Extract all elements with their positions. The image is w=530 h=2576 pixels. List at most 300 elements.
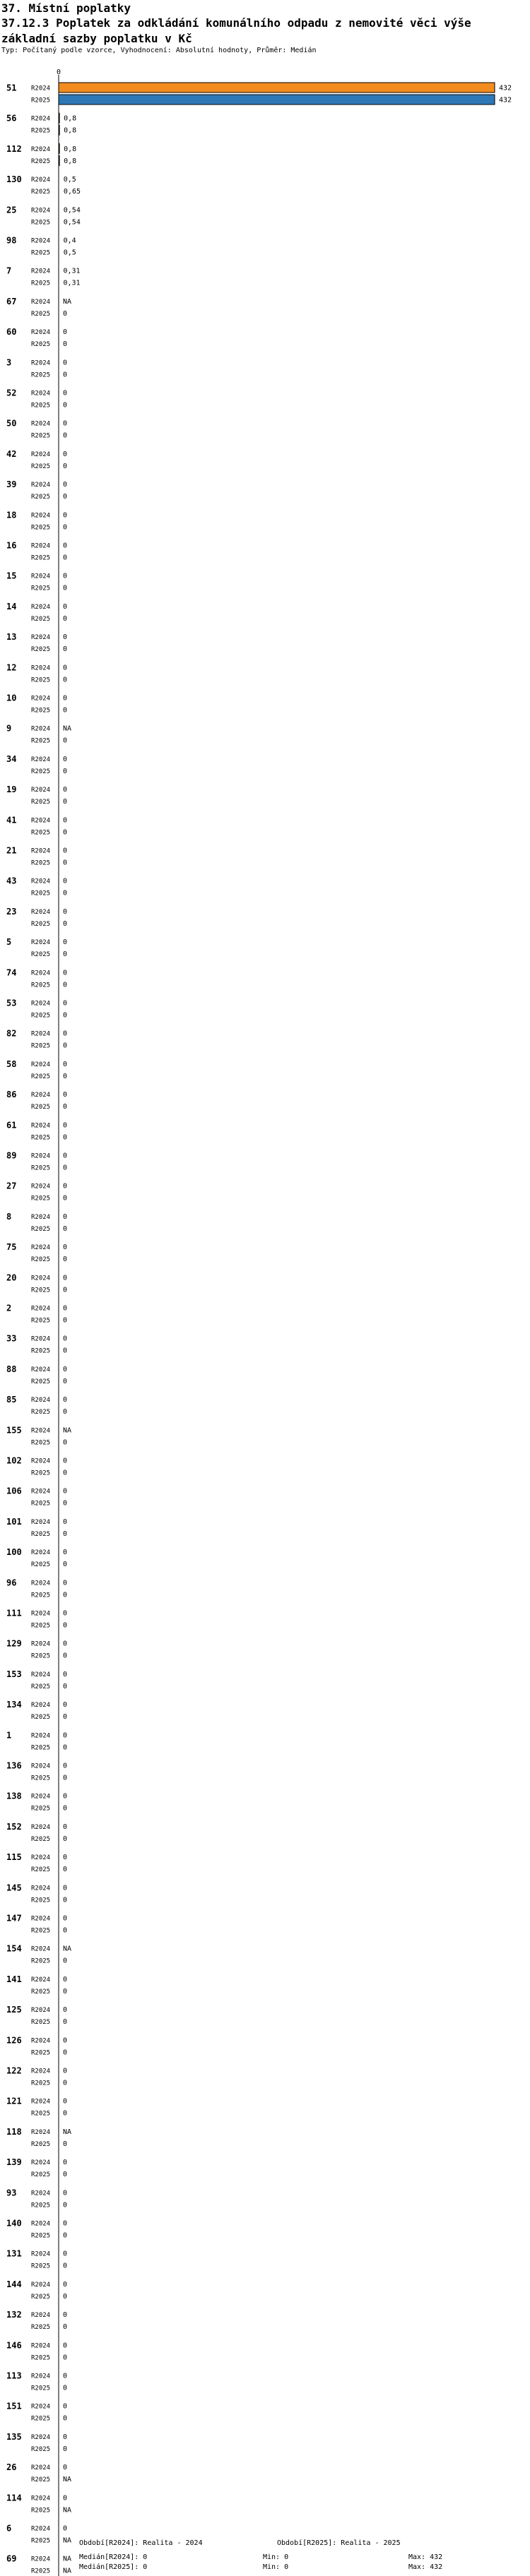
value-label: 0 xyxy=(63,1896,68,1904)
series-label: R2024 xyxy=(31,1793,51,1801)
value-label: 0 xyxy=(63,2354,68,2362)
value-label: 0 xyxy=(63,664,68,672)
group-label: 85 xyxy=(6,1395,17,1405)
value-label: 0 xyxy=(63,1987,68,1996)
series-label: R2025 xyxy=(31,2476,51,2484)
series-label: R2025 xyxy=(31,1927,51,1935)
group-label: 132 xyxy=(6,2310,22,2320)
group-label: 51 xyxy=(6,83,17,93)
value-label: 0 xyxy=(63,2464,68,2472)
series-label: R2024 xyxy=(31,1671,51,1678)
value-label: 0,8 xyxy=(64,126,77,135)
group-label: 151 xyxy=(6,2401,22,2411)
group-label: 114 xyxy=(6,2493,22,2503)
value-label: 0 xyxy=(63,694,68,703)
series-label: R2024 xyxy=(31,1122,51,1130)
value-label: NA xyxy=(63,724,72,733)
series-label: R2025 xyxy=(31,2507,51,2515)
value-label: 0 xyxy=(63,907,68,916)
legend-max-r2024: Max: 432 xyxy=(408,2553,443,2561)
value-label: 0 xyxy=(63,1652,68,1660)
group-label: 138 xyxy=(6,1791,22,1801)
series-label: R2024 xyxy=(31,2342,51,2350)
series-label: R2025 xyxy=(31,2110,51,2118)
legend-median-r2025: Medián[R2025]: 0 xyxy=(79,2563,148,2571)
group-label: 14 xyxy=(6,601,17,612)
series-label: R2024 xyxy=(31,2556,51,2563)
series-label: R2025 xyxy=(31,1225,51,1233)
value-label: 0 xyxy=(63,1549,68,1557)
series-label: R2024 xyxy=(31,1945,51,1953)
group-label: 147 xyxy=(6,1913,22,1924)
group-label: 12 xyxy=(6,662,17,673)
value-label: 0 xyxy=(63,2524,68,2533)
group-label: 126 xyxy=(6,2035,22,2046)
value-label: 0 xyxy=(63,1365,68,1373)
group-label: 113 xyxy=(6,2371,22,2381)
value-label: 0 xyxy=(63,1854,68,1862)
series-label: R2024 xyxy=(31,1183,51,1191)
value-label: 0,31 xyxy=(63,279,81,287)
group-label: 130 xyxy=(6,174,22,185)
series-label: R2025 xyxy=(31,951,51,959)
series-label: R2024 xyxy=(31,542,51,550)
value-label: 0 xyxy=(63,1743,68,1752)
series-label: R2024 xyxy=(31,177,51,184)
group-label: 6 xyxy=(6,2523,12,2534)
series-label: R2024 xyxy=(31,725,51,733)
value-label: NA xyxy=(63,297,72,306)
group-label: 25 xyxy=(6,205,17,215)
group-label: 112 xyxy=(6,143,22,154)
group-label: 86 xyxy=(6,1090,17,1100)
series-label: R2025 xyxy=(31,1530,51,1538)
series-label: R2024 xyxy=(31,1092,51,1099)
series-label: R2024 xyxy=(31,2250,51,2258)
group-label: 53 xyxy=(6,998,17,1008)
series-label: R2024 xyxy=(31,1397,51,1405)
series-label: R2024 xyxy=(31,1488,51,1496)
series-label: R2025 xyxy=(31,432,51,440)
series-label: R2025 xyxy=(31,1835,51,1843)
group-label: 1 xyxy=(6,1730,12,1741)
group-label: 140 xyxy=(6,2218,22,2229)
series-label: R2024 xyxy=(31,2190,51,2198)
series-label: R2024 xyxy=(31,85,51,93)
bar xyxy=(59,95,495,105)
series-label: R2025 xyxy=(31,554,51,562)
value-label: 0 xyxy=(63,1194,68,1203)
value-label: 0 xyxy=(63,1731,68,1740)
value-label: 0 xyxy=(63,1670,68,1678)
value-label: 0 xyxy=(63,2372,68,2380)
group-label: 56 xyxy=(6,113,17,124)
series-label: R2025 xyxy=(31,310,51,318)
series-label: R2025 xyxy=(31,1104,51,1111)
value-label: 0 xyxy=(63,1121,68,1130)
value-label: 0 xyxy=(63,431,68,440)
value-label: 0 xyxy=(63,1152,68,1160)
value-label: 0 xyxy=(63,614,68,623)
group-label: 153 xyxy=(6,1669,22,1679)
value-label: 0 xyxy=(63,2292,68,2301)
group-label: 69 xyxy=(6,2553,17,2564)
value-label: 0 xyxy=(63,1774,68,1782)
series-label: R2024 xyxy=(31,1030,51,1038)
value-label: 432 xyxy=(499,96,512,105)
value-label: 0 xyxy=(63,633,68,642)
value-label: 0 xyxy=(63,1469,68,1477)
value-label: 0 xyxy=(63,1396,68,1405)
series-label: R2025 xyxy=(31,2537,51,2545)
series-label: R2024 xyxy=(31,2464,51,2472)
value-label: 0 xyxy=(63,602,68,611)
series-label: R2025 xyxy=(31,2324,51,2332)
value-label: 0,8 xyxy=(64,114,77,123)
value-label: 0 xyxy=(63,1682,68,1690)
value-label: 0 xyxy=(63,340,68,349)
value-label: 0 xyxy=(63,2049,68,2057)
value-label: NA xyxy=(63,2536,72,2545)
value-label: 0 xyxy=(63,493,68,501)
group-label: 88 xyxy=(6,1364,17,1374)
axis-zero-label: 0 xyxy=(56,68,61,76)
series-label: R2024 xyxy=(31,1885,51,1892)
chart-title: 37.12.3 Poplatek za odkládání komunálního odpadu z nemovité věci výše základní sazby poplatku v Kč xyxy=(1,16,471,45)
group-label: 154 xyxy=(6,1943,22,1954)
series-label: R2024 xyxy=(31,207,51,215)
value-label: 0 xyxy=(63,2171,68,2179)
group-label: 129 xyxy=(6,1638,22,1649)
series-label: R2025 xyxy=(31,1439,51,1447)
series-label: R2025 xyxy=(31,982,51,989)
series-label: R2025 xyxy=(31,1897,51,1904)
series-label: R2025 xyxy=(31,1134,51,1142)
series-label: R2025 xyxy=(31,1378,51,1385)
group-label: 8 xyxy=(6,1211,12,1222)
value-label: 0 xyxy=(63,2280,68,2289)
value-label: 0 xyxy=(63,2219,68,2228)
series-label: R2024 xyxy=(31,970,51,977)
group-label: 115 xyxy=(6,1852,22,1863)
series-label: R2024 xyxy=(31,2159,51,2167)
value-label: 0 xyxy=(63,572,68,580)
series-label: R2025 xyxy=(31,920,51,928)
group-label: 43 xyxy=(6,876,17,886)
series-label: R2024 xyxy=(31,420,51,428)
series-label: R2025 xyxy=(31,890,51,898)
series-label: R2025 xyxy=(31,1012,51,1020)
series-label: R2024 xyxy=(31,329,51,337)
group-label: 89 xyxy=(6,1150,17,1161)
value-label: 0,8 xyxy=(64,157,77,165)
series-label: R2025 xyxy=(31,219,51,227)
value-label: 0 xyxy=(63,584,68,592)
value-label: 0 xyxy=(63,737,68,745)
series-label: R2024 xyxy=(31,1732,51,1740)
series-label: R2024 xyxy=(31,1580,51,1587)
series-label: R2024 xyxy=(31,1518,51,1526)
series-label: R2025 xyxy=(31,2171,51,2179)
series-label: R2025 xyxy=(31,799,51,806)
value-label: 0 xyxy=(63,1561,68,1569)
value-label: 0 xyxy=(63,1072,68,1080)
series-label: R2025 xyxy=(31,2415,51,2423)
value-label: 0 xyxy=(63,877,68,886)
value-label: 0 xyxy=(63,1835,68,1843)
value-label: 0,54 xyxy=(63,218,81,227)
value-label: 0 xyxy=(63,371,68,379)
series-label: R2024 xyxy=(31,1457,51,1465)
series-label: R2024 xyxy=(31,1000,51,1008)
series-label: R2025 xyxy=(31,2202,51,2210)
value-label: 0 xyxy=(63,859,68,867)
series-label: R2024 xyxy=(31,482,51,489)
value-label: 0 xyxy=(63,1438,68,1447)
group-label: 134 xyxy=(6,1700,22,1710)
value-label: 0,5 xyxy=(63,249,76,257)
value-label: NA xyxy=(63,2506,72,2515)
series-label: R2024 xyxy=(31,603,51,611)
chart-subtitle: Typ: Počítaný podle vzorce, Vyhodnocení: Absolutní hodnoty, Průměr: Medián xyxy=(1,47,317,54)
value-label: 0 xyxy=(63,1408,68,1417)
series-label: R2025 xyxy=(31,1256,51,1264)
series-label: R2024 xyxy=(31,878,51,886)
series-label: R2025 xyxy=(31,1561,51,1569)
value-label: 0 xyxy=(63,706,68,715)
value-label: 0 xyxy=(63,1030,68,1038)
series-label: R2025 xyxy=(31,2049,51,2057)
value-label: 0 xyxy=(63,1914,68,1923)
group-label: 125 xyxy=(6,2005,22,2015)
series-label: R2024 xyxy=(31,1976,51,1984)
group-label: 3 xyxy=(6,357,12,368)
value-label: 0 xyxy=(63,2006,68,2015)
series-label: R2025 xyxy=(31,2140,51,2148)
group-label: 152 xyxy=(6,1821,22,1832)
series-label: R2025 xyxy=(31,1347,51,1355)
value-label: 0 xyxy=(63,1304,68,1313)
series-label: R2024 xyxy=(31,2433,51,2441)
group-label: 34 xyxy=(6,753,17,764)
group-label: 50 xyxy=(6,418,17,429)
group-label: 26 xyxy=(6,2462,17,2473)
value-label: NA xyxy=(63,2476,72,2484)
value-label: 0 xyxy=(63,1640,68,1648)
series-label: R2025 xyxy=(31,1042,51,1050)
series-label: R2024 xyxy=(31,908,51,916)
value-label: 0 xyxy=(63,2018,68,2027)
series-label: R2025 xyxy=(31,829,51,837)
group-label: 60 xyxy=(6,327,17,338)
series-label: R2024 xyxy=(31,1366,51,1373)
series-label: R2024 xyxy=(31,1702,51,1710)
value-label: 0 xyxy=(63,1256,68,1264)
series-label: R2024 xyxy=(31,115,51,123)
series-label: R2025 xyxy=(31,371,51,379)
value-label: 0 xyxy=(63,889,68,898)
value-label: 0 xyxy=(63,2231,68,2240)
series-label: R2024 xyxy=(31,237,51,245)
series-label: R2025 xyxy=(31,646,51,654)
value-label: 0 xyxy=(63,1621,68,1630)
value-label: 0 xyxy=(63,786,68,794)
value-label: NA xyxy=(63,2567,72,2575)
group-label: 21 xyxy=(6,845,17,856)
value-label: 432 xyxy=(499,84,512,93)
group-label: 42 xyxy=(6,448,17,459)
series-label: R2024 xyxy=(31,2068,51,2075)
series-label: R2025 xyxy=(31,494,51,501)
series-label: R2024 xyxy=(31,145,51,153)
value-label: 0 xyxy=(63,1133,68,1142)
value-label: 0 xyxy=(63,969,68,977)
value-label: 0 xyxy=(63,1517,68,1526)
value-label: 0 xyxy=(63,542,68,550)
value-label: 0 xyxy=(63,2037,68,2045)
group-label: 98 xyxy=(6,235,17,246)
series-label: R2024 xyxy=(31,1427,51,1435)
value-label: 0 xyxy=(63,1762,68,1770)
value-label: 0,8 xyxy=(64,145,77,153)
series-label: R2025 xyxy=(31,1744,51,1752)
value-label: 0 xyxy=(63,1975,68,1984)
group-label: 75 xyxy=(6,1242,17,1253)
legend-median-r2024: Medián[R2024]: 0 xyxy=(79,2553,148,2561)
value-label: 0 xyxy=(63,2097,68,2106)
series-label: R2024 xyxy=(31,268,51,275)
group-label: 27 xyxy=(6,1181,17,1191)
series-label: R2024 xyxy=(31,756,51,763)
legend-period-r2024: Období[R2024]: Realita - 2024 xyxy=(79,2539,203,2547)
series-label: R2024 xyxy=(31,2495,51,2503)
value-label: 0 xyxy=(63,523,68,532)
series-label: R2024 xyxy=(31,1152,51,1160)
value-label: 0 xyxy=(63,1224,68,1233)
series-label: R2024 xyxy=(31,847,51,855)
group-label: 52 xyxy=(6,388,17,398)
value-label: 0,65 xyxy=(63,188,81,196)
value-label: 0 xyxy=(63,401,68,410)
series-label: R2025 xyxy=(31,1622,51,1630)
series-label: R2025 xyxy=(31,402,51,410)
series-label: R2025 xyxy=(31,1164,51,1172)
series-label: R2024 xyxy=(31,695,51,703)
series-label: R2025 xyxy=(31,341,51,349)
series-label: R2025 xyxy=(31,1592,51,1599)
value-label: 0 xyxy=(63,1377,68,1385)
value-label: 0 xyxy=(63,1335,68,1343)
value-label: 0 xyxy=(63,816,68,825)
value-label: NA xyxy=(63,1426,72,1435)
series-label: R2025 xyxy=(31,97,51,105)
series-label: R2024 xyxy=(31,1244,51,1252)
group-label: 19 xyxy=(6,785,17,795)
series-label: R2024 xyxy=(31,1823,51,1831)
value-label: 0 xyxy=(63,847,68,855)
series-label: R2024 xyxy=(31,2037,51,2045)
value-label: 0,5 xyxy=(63,176,76,184)
value-label: 0 xyxy=(63,1487,68,1496)
group-label: 139 xyxy=(6,2157,22,2168)
series-label: R2024 xyxy=(31,2128,51,2136)
series-label: R2024 xyxy=(31,1549,51,1557)
value-label: 0 xyxy=(63,1286,68,1294)
value-label: 0 xyxy=(63,919,68,928)
series-label: R2025 xyxy=(31,1805,51,1813)
value-label: 0 xyxy=(63,389,68,398)
series-label: R2025 xyxy=(31,249,51,257)
series-label: R2025 xyxy=(31,524,51,532)
group-label: 106 xyxy=(6,1486,22,1496)
value-label: 0 xyxy=(63,1499,68,1508)
series-label: R2024 xyxy=(31,2281,51,2289)
series-label: R2025 xyxy=(31,1287,51,1294)
group-label: 13 xyxy=(6,632,17,643)
group-label: 155 xyxy=(6,1425,22,1436)
group-label: 82 xyxy=(6,1028,17,1039)
value-label: 0 xyxy=(63,1103,68,1111)
series-label: R2024 xyxy=(31,1610,51,1618)
value-label: 0 xyxy=(63,1926,68,1935)
series-label: R2024 xyxy=(31,451,51,458)
series-label: R2024 xyxy=(31,2220,51,2228)
group-label: 144 xyxy=(6,2279,22,2289)
value-label: 0 xyxy=(63,554,68,562)
value-label: 0 xyxy=(63,1347,68,1355)
value-label: 0 xyxy=(63,1042,68,1050)
series-label: R2024 xyxy=(31,1335,51,1343)
group-label: 16 xyxy=(6,540,17,551)
group-label: 118 xyxy=(6,2126,22,2137)
value-label: 0 xyxy=(63,1212,68,1221)
value-label: 0 xyxy=(63,450,68,458)
group-label: 101 xyxy=(6,1516,22,1527)
series-label: R2024 xyxy=(31,1305,51,1313)
group-label: 122 xyxy=(6,2065,22,2076)
series-label: R2025 xyxy=(31,1652,51,1660)
value-label: 0 xyxy=(63,981,68,989)
value-label: 0 xyxy=(63,2445,68,2453)
value-label: 0 xyxy=(63,2067,68,2075)
group-label: 146 xyxy=(6,2340,22,2351)
value-label: 0 xyxy=(63,1591,68,1599)
value-label: 0 xyxy=(63,2140,68,2148)
series-label: R2025 xyxy=(31,1195,51,1203)
series-label: R2025 xyxy=(31,615,51,623)
value-label: NA xyxy=(63,2555,72,2563)
group-label: 74 xyxy=(6,967,17,978)
series-label: R2025 xyxy=(31,157,51,165)
series-label: R2024 xyxy=(31,787,51,794)
value-label: NA xyxy=(63,1945,72,1953)
series-label: R2024 xyxy=(31,573,51,580)
group-label: 9 xyxy=(6,723,12,734)
group-label: 96 xyxy=(6,1578,17,1588)
series-label: R2025 xyxy=(31,768,51,775)
value-label: 0 xyxy=(63,1530,68,1538)
series-label: R2025 xyxy=(31,676,51,684)
series-label: R2024 xyxy=(31,817,51,825)
group-label: 20 xyxy=(6,1272,17,1283)
legend-period-r2025: Období[R2025]: Realita - 2025 xyxy=(277,2539,401,2547)
group-label: 61 xyxy=(6,1120,17,1131)
value-label: 0 xyxy=(63,2201,68,2210)
value-label: 0 xyxy=(63,419,68,428)
value-label: 0 xyxy=(63,1457,68,1465)
value-label: 0 xyxy=(63,328,68,337)
value-label: 0 xyxy=(63,2433,68,2441)
